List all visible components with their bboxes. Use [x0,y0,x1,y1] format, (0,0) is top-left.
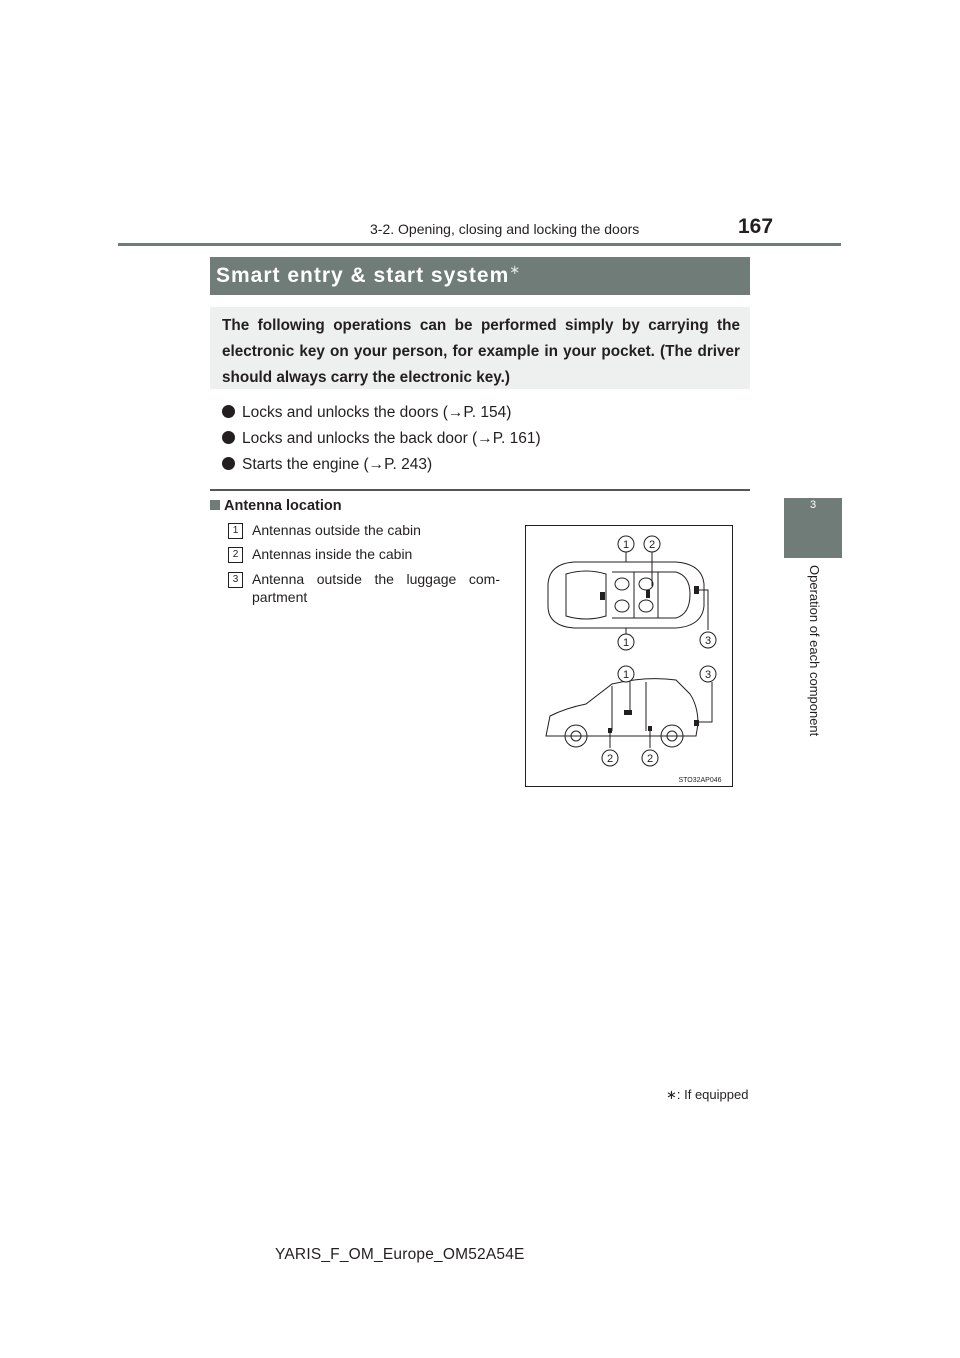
section-title-text: Smart entry & start system [216,264,510,287]
chapter-tab-number: 3 [809,499,817,511]
chapter-tab-label: Operation of each component [807,565,822,737]
callout-label: 3 [704,635,712,647]
square-icon [210,500,220,510]
bullet-text: Locks and unlocks the back door (→P. 161) [242,430,541,447]
antenna-heading [210,498,342,514]
callout-label: 1 [622,637,630,649]
diagram-code: STO32AP046 [678,777,722,784]
header-divider [118,243,841,246]
antenna-heading-text: Antenna location [224,498,342,514]
bullet-text: Locks and unlocks the doors (→P. 154) [242,404,512,421]
bullet-item [222,430,541,448]
callout-label: 1 [622,669,630,681]
list-item [228,570,500,606]
list-item-text: Antennas outside the cabin [252,522,421,538]
number-icon: 2 [228,547,243,563]
callout-label: 2 [606,753,614,765]
antenna-location-diagram [525,525,733,787]
page-number: 167 [738,215,774,238]
section-divider [210,489,750,491]
callout-label: 2 [646,753,654,765]
callout-label: 3 [704,669,712,681]
section-title [216,262,521,288]
if-equipped-marker: ∗ [509,262,522,277]
bullet-item [222,404,511,422]
number-icon: 1 [228,523,243,539]
bullet-text: Starts the engine (→P. 243) [242,456,433,473]
list-item-text: Antennas inside the cabin [252,546,413,562]
callout-label: 2 [648,539,656,551]
watermark: carmanualsonline.info [770,1326,908,1341]
document-code: YARIS_F_OM_Europe_OM52A54E [275,1246,525,1263]
footnote: ∗: If equipped [666,1087,749,1102]
car-antenna-illustration [526,526,732,786]
bullet-item [222,456,432,474]
list-item-text: Antenna outside the luggage com-partment [252,571,500,605]
callout-label: 1 [622,539,630,551]
bullet-icon [222,405,235,418]
bullet-icon [222,457,235,470]
header-section-title: 3-2. Opening, closing and locking the doors [370,221,640,237]
list-item [228,521,500,539]
bullet-icon [222,431,235,444]
number-icon: 3 [228,572,243,588]
intro-text: The following operations can be performed simply by carrying the electronic key on your person, for example in your pocket. (The driver should always carry the electronic key.) [222,317,740,386]
list-item [228,545,500,563]
